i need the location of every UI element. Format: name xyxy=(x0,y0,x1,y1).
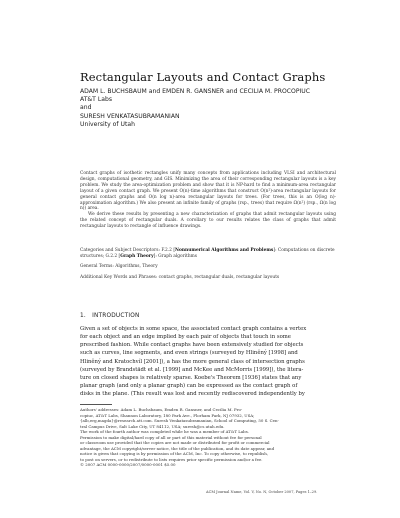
footnote-line: tral Campus Drive, Salt Lake City, UT 84112, USA; suresh@cs.utah.edu. xyxy=(80,423,225,429)
paper-title: Rectangular Layouts and Contact Graphs xyxy=(80,70,326,84)
footnote-line: advantage, the ACM copyright/server notice, the title of the publication, and its date appear, and xyxy=(80,445,275,451)
footnote-rule xyxy=(80,404,112,405)
footnote-line: Permission to make digital/hard copy of all or part of this material without fee for personal xyxy=(80,434,262,440)
affiliation-utah: University of Utah xyxy=(80,120,135,128)
footnote-block xyxy=(80,407,336,468)
intro-line: disks in the plane. (This result was lost and recently rediscovered independently by xyxy=(80,391,305,398)
intro-line: Hliněný and Kratochvíl [2001]), a has the more general class of intersection graphs xyxy=(80,358,305,365)
running-footer: ACM Journal Name, Vol. V, No. N, October 2007, Pages 1–29. xyxy=(206,490,318,494)
keywords: Additional Key Words and Phrases: contact graphs, rectangular duals, rectangular layouts xyxy=(80,275,280,280)
affiliation-att: AT&T Labs xyxy=(80,96,113,104)
intro-line: ture on closed shapes is relatively sparse. Koebe's Theorem [1936] states that any xyxy=(80,374,302,381)
categories-tail: ]: Graph algorithms xyxy=(153,253,197,259)
author-block xyxy=(80,88,310,129)
footnote-line: notice is given that copying is by permission of the ACM, Inc. To copy otherwise, to republish, xyxy=(80,451,269,457)
footnote-line: The work of the fourth author was completed while he was a member of AT&T Labs. xyxy=(80,429,249,435)
categories-lead: Categories and Subject Descriptors: F.2.2 [ xyxy=(80,248,176,253)
author-names-line: ADAM L. BUCHSBAUM and EMDEN R. GANSNER and CECILIA M. PROCOPIUC xyxy=(80,88,311,95)
footnote-line: {alb,erg,magda}@research.att.com. Suresh Venkatasubramanian, School of Computing, 50 S. Cen- xyxy=(80,418,279,424)
footnote-line: Authors' addresses: Adam L. Buchsbaum, Emden R. Gansner, and Cecilia M. Pro- xyxy=(80,407,243,412)
categories-mid: ]: Computations on discrete structures; G.2.2 [ xyxy=(80,248,335,259)
introduction-text xyxy=(80,325,338,398)
abstract xyxy=(80,171,336,230)
categories-descriptors xyxy=(80,248,336,260)
footnote-line: or classroom use provided that the copies are not made or distributed for profit or commercial xyxy=(80,440,270,446)
category-graph-theory: Graph Theory xyxy=(120,253,154,259)
intro-line: Given a set of objects in some space, the associated contact graph contains a vertex xyxy=(80,326,307,332)
section-title: INTRODUCTION xyxy=(92,313,140,319)
category-nonnumerical: Nonnumerical Algorithms and Problems xyxy=(175,248,274,253)
abstract-paragraph-1: Contact graphs of isothetic rectangles unify many concepts from applications including VLSI and architectural design, computational geometry, and GIS. Minimizing the area of their corresponding rectangular layouts is a key problem. We study the area-optimization problem and show that it is NP-hard to find a minimum-area rectangular layout of a given contact graph. We present O(n)-time algorithms that construct O(n²)-area rectangular layouts for general contact graphs and O(n log n)-area rectangular layouts for trees. (For trees, this is an O(log n)-approximation algorithm.) We also present an infinite family of graphs (rsp., trees) that require Ω(n²) (rsp., Ω(n log n)) area. xyxy=(80,171,336,212)
footnote-line: copiuc, AT&T Labs, Shannon Laboratory, 180 Park Ave., Florham Park, NJ 07932, USA; xyxy=(80,412,255,418)
section-heading xyxy=(80,313,140,319)
intro-line: for each object and an edge implied by each pair of objects that touch in some xyxy=(80,334,291,341)
section-number: 1. xyxy=(80,313,86,319)
author-name-suresh: SURESH VENKATASUBRAMANIAN xyxy=(80,112,180,120)
general-terms: General Terms: Algorithms, Theory xyxy=(80,264,158,269)
copyright-line: © 2007 ACM 0000-0000/2007/0000-0001 $5.00 xyxy=(80,462,176,468)
author-conjunction: and xyxy=(80,104,92,112)
footnote-line: to post on servers, or to redistribute to lists requires prior specific permission and/or a fee. xyxy=(80,456,263,462)
intro-line: (surveyed by Brandstädt et al. [1999] and McKee and McMorris [1999]), the litera- xyxy=(80,366,304,373)
intro-line: planar graph (and only a planar graph) can be expressed as the contact graph of xyxy=(80,383,298,390)
intro-line: such as curves, line segments, and even strings (surveyed by Hliněný [1998] and xyxy=(80,350,298,357)
intro-line: prescribed fashion. While contact graphs have been extensively studied for objects xyxy=(80,342,304,349)
abstract-paragraph-2: We derive these results by presenting a new characterization of graphs that admit rectangular layouts using the related concept of rectangular duals. A corollary to our results relates the class of graphs that admit rectangular layouts to rectangle of influence drawings. xyxy=(80,212,336,230)
